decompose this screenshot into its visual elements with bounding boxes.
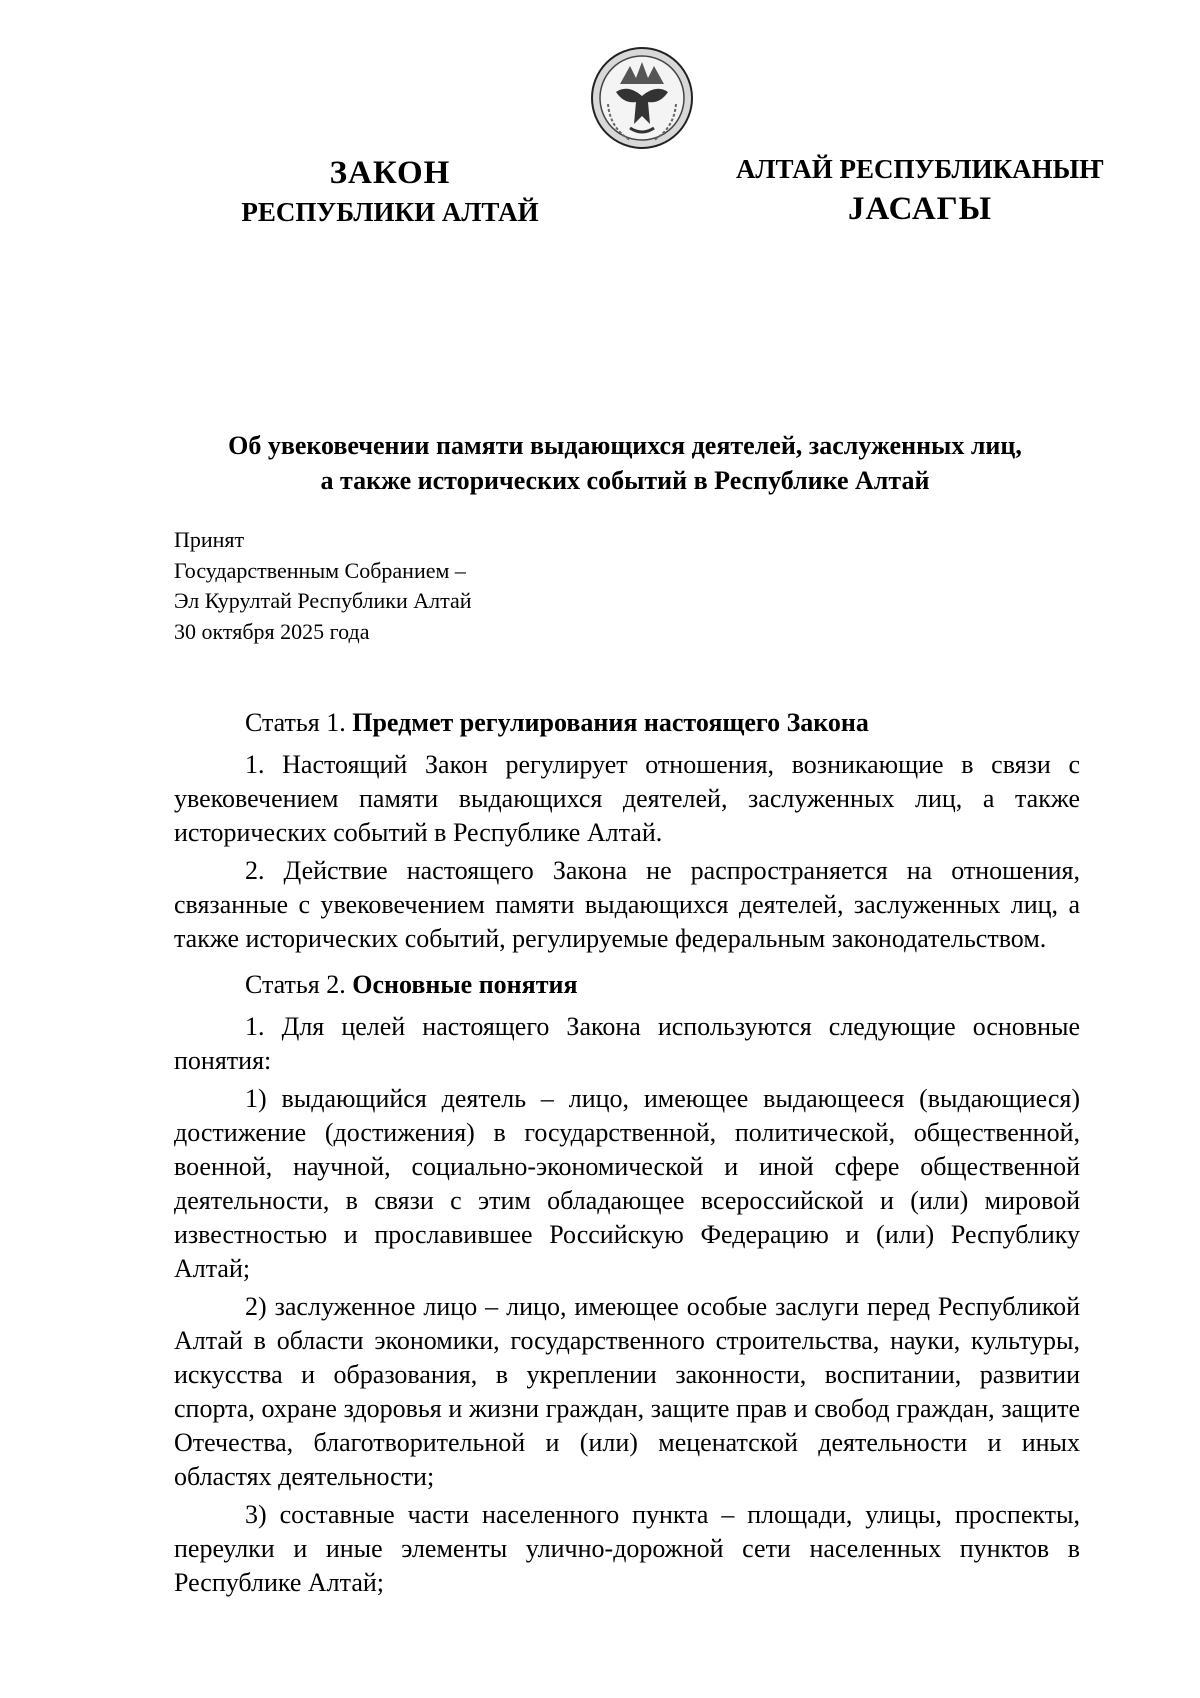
- adoption-block: [174, 525, 774, 647]
- coat-of-arms-emblem: [590, 44, 694, 152]
- law-label-altai: ЈАСАГЫ: [847, 191, 993, 227]
- header-left: [200, 152, 580, 230]
- republic-label-altai: АЛТАЙ РЕСПУБЛИКАНЫҤ: [735, 154, 1105, 184]
- law-label: ЗАКОН: [329, 155, 451, 191]
- article-2-title: Основные понятия: [352, 970, 578, 999]
- law-body: [174, 706, 1080, 1604]
- adoption-line1: Принят: [174, 527, 245, 552]
- header-right: [700, 150, 1140, 230]
- article-2-prefix: Статья 2.: [245, 970, 353, 999]
- article-2-definition-3: 3) составные части населенного пункта – площади, улицы, проспекты, переулки и иные элементы улично-дорожной сети населенных пунктов в Республике Алтай;: [174, 1500, 1080, 1597]
- article-1-paragraph-1: 1. Настоящий Закон регулирует отношения, возникающие в связи с увековечением памяти выдающихся деятелей, заслуженных лиц, а также исторических событий в Республике Алтай.: [174, 750, 1080, 847]
- article-1-heading: [174, 706, 1080, 740]
- adoption-date: 30 октября 2025 года: [174, 618, 370, 644]
- republic-label: РЕСПУБЛИКИ АЛТАЙ: [241, 197, 539, 227]
- law-title-line1: Об увековечении памяти выдающихся деятелей, заслуженных лиц,: [228, 431, 1022, 460]
- law-title-line2: а также исторических событий в Республике Алтай: [320, 466, 930, 495]
- article-1-title: Предмет регулирования настоящего Закона: [352, 708, 869, 737]
- adoption-line3: Эл Курултай Республики Алтай: [174, 588, 472, 613]
- article-2-heading: [174, 968, 1080, 1002]
- law-title: [170, 428, 1080, 498]
- article-1-prefix: Статья 1.: [245, 708, 353, 737]
- adoption-line2: Государственным Собранием –: [174, 557, 466, 583]
- article-2-definition-1: 1) выдающийся деятель – лицо, имеющее выдающееся (выдающиеся) достижение (достижения) в государственной, политической, общественной, военной, научной, социально-экономической и иной сфере общественной деятельности, в связи с этим обладающее всероссийской и (или) мировой известностью и прославившее Российскую Федерацию и (или) Республику Алтай;: [174, 1084, 1080, 1283]
- article-2-paragraph-1: 1. Для целей настоящего Закона используются следующие основные понятия:: [174, 1012, 1080, 1075]
- article-2-definition-2: 2) заслуженное лицо – лицо, имеющее особые заслуги перед Республикой Алтай в области экономики, государственного строительства, науки, культуры, искусства и образования, в укреплении законности, воспитании, развитии спорта, охране здоровья и жизни граждан, защите прав и свобод граждан, защите Отечества, благотворительной и (или) меценатской деятельности и иных областях деятельности;: [174, 1292, 1080, 1491]
- article-1-paragraph-2: 2. Действие настоящего Закона не распространяется на отношения, связанные с увековечением памяти выдающихся деятелей, заслуженных лиц, а также исторических событий, регулируемые федеральным законодательством.: [174, 856, 1080, 953]
